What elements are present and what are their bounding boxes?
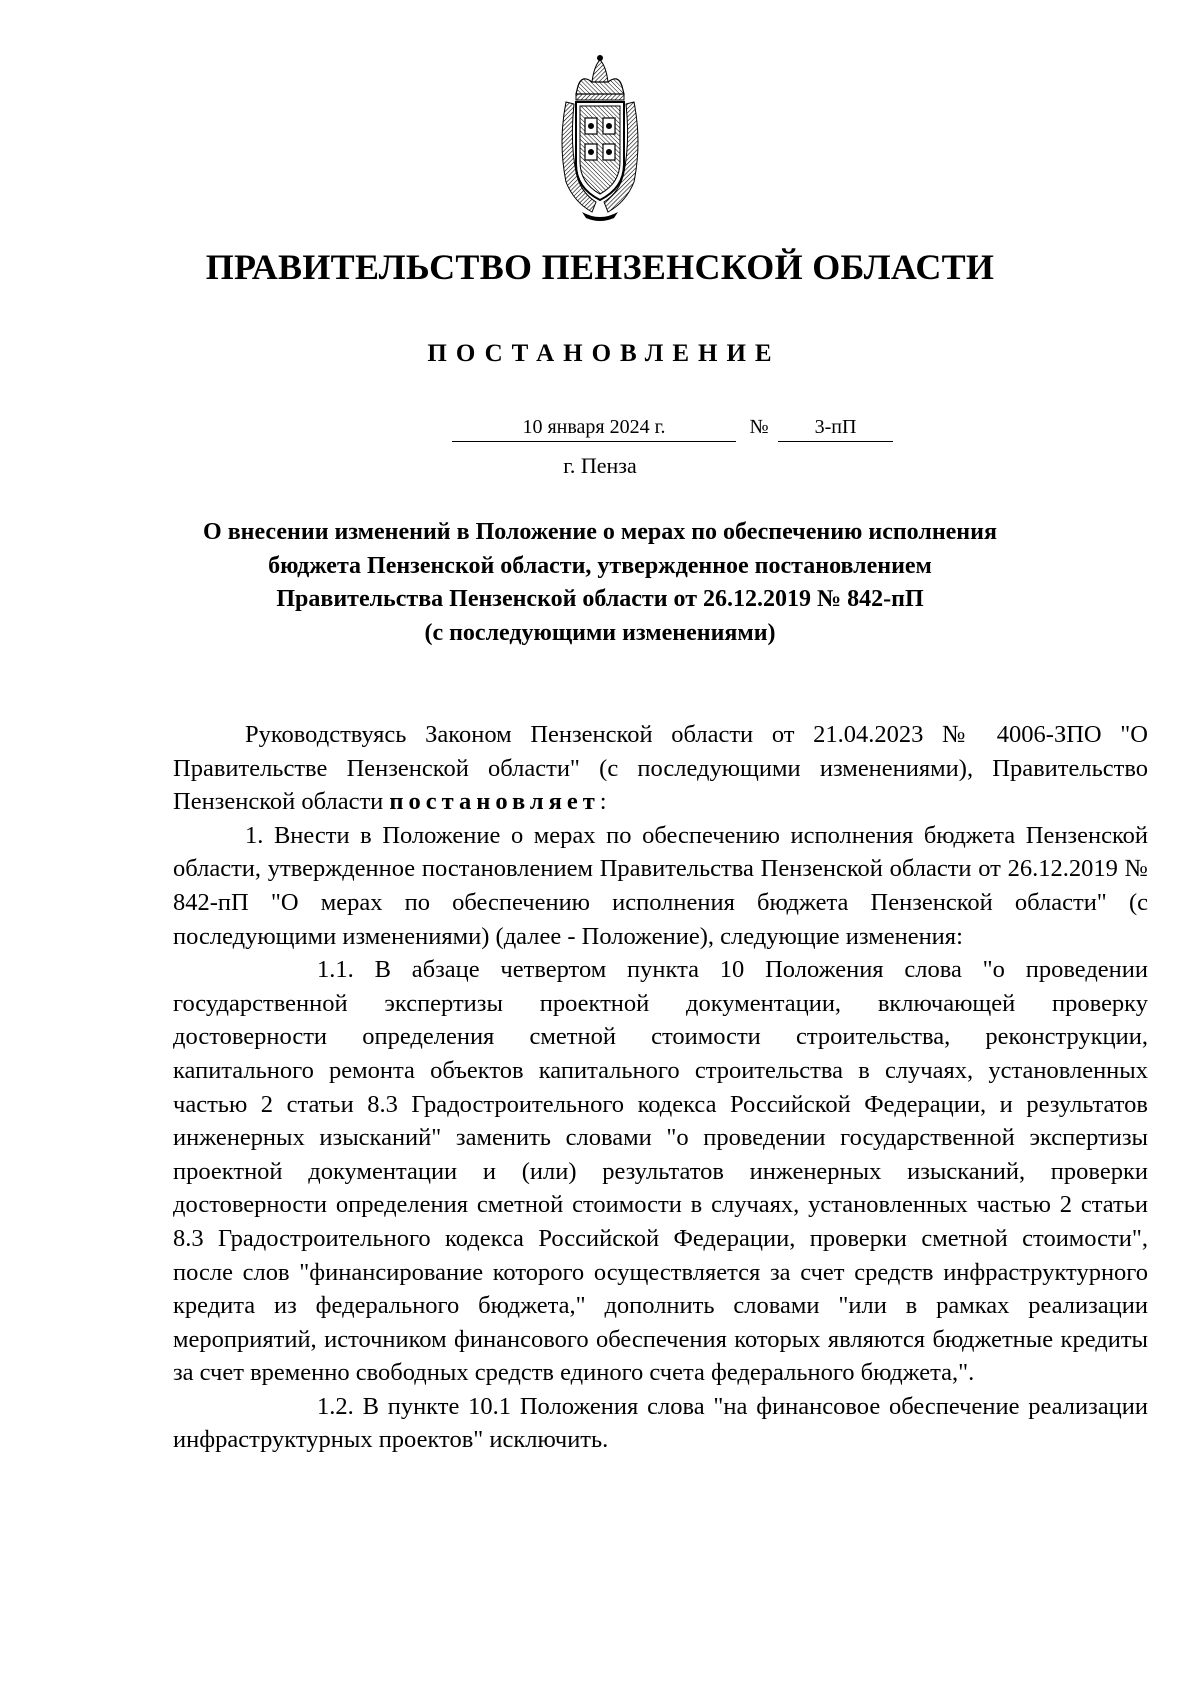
item-1-2-text: В пункте 10.1 Положения слова "на финансовое обеспечение реализации инфраструктурных проектов" исключить.: [173, 1392, 1148, 1454]
preamble-text: Руководствуясь Законом Пензенской области от 21.04.2023 № 4006-ЗПО "О Правительстве Пензенской области" (с последующими изменениями), Правительство Пензенской области: [173, 721, 1148, 816]
subject-line: (с последующими изменениями): [424, 619, 776, 646]
document-subject: [150, 516, 1050, 650]
document-body: [173, 718, 1148, 1457]
preamble-paragraph: [173, 718, 1148, 819]
item-1-1-paragraph: [173, 953, 1148, 1390]
item-1-paragraph: 1. Внести в Положение о мерах по обеспечению исполнения бюджета Пензенской области, утвержденное постановлением Правительства Пензенской области от 26.12.2019 № 842-пП "О мерах по обеспечению исполнения бюджета Пензенской области" (с последующими изменениями) (далее - Положение), следующие изменения:: [173, 821, 1148, 950]
date-number-line: [0, 412, 1200, 444]
item-1-1-text: В абзаце четвертом пункта 10 Положения слова "о проведении государственной экспертизы проектной документации, включающей проверку достоверности определения сметной стоимости строительства, реконструкции, капитального ремонта объектов капитального строительства в случаях, установленных частью 2 статьи 8.3 Градостроительного кодекса Российской Федерации, и результатов инженерных изысканий" заменить словами "о проведении государственной экспертизы проектной документации и (или) результатов инженерных изысканий, проверки достоверности определения сметной стоимости в случаях, установленных частью 2 статьи 8.3 Градостроительного кодекса Российской Федерации, проверки сметной стоимости", после слов "финансирование которого осуществляется за счет средств инфраструктурного кредита из федерального бюджета," дополнить словами "или в рамках реализации мероприятий, источником финансового обеспечения которых являются бюджетные кредиты за счет временно свободных средств единого счета федерального бюджета,".: [173, 956, 1149, 1387]
document-type-title: ПОСТАНОВЛЕНИЕ: [427, 340, 781, 367]
item-1-2-number: 1.2.: [317, 1392, 354, 1420]
subject-line: Правительства Пензенской области от 26.12.2019 № 842-пП: [276, 586, 924, 612]
city-label: г. Пенза: [563, 453, 637, 478]
coat-of-arms-emblem: [552, 52, 648, 222]
subject-line: О внесении изменений в Положение о мерах по обеспечению исполнения: [203, 519, 997, 545]
document-number: 3-пП: [778, 412, 893, 442]
government-title: ПРАВИТЕЛЬСТВО ПЕНЗЕНСКОЙ ОБЛАСТИ: [205, 247, 995, 287]
item-1-1-number: 1.1.: [317, 956, 354, 984]
item-1-2-paragraph: [173, 1390, 1148, 1457]
subject-line: бюджета Пензенской области, утвержденное постановлением: [268, 552, 932, 579]
number-sign: №: [749, 416, 769, 438]
resolves-word: постановляет: [389, 788, 600, 816]
resolves-colon: :: [599, 788, 607, 816]
document-date: 10 января 2024 г.: [452, 412, 736, 442]
